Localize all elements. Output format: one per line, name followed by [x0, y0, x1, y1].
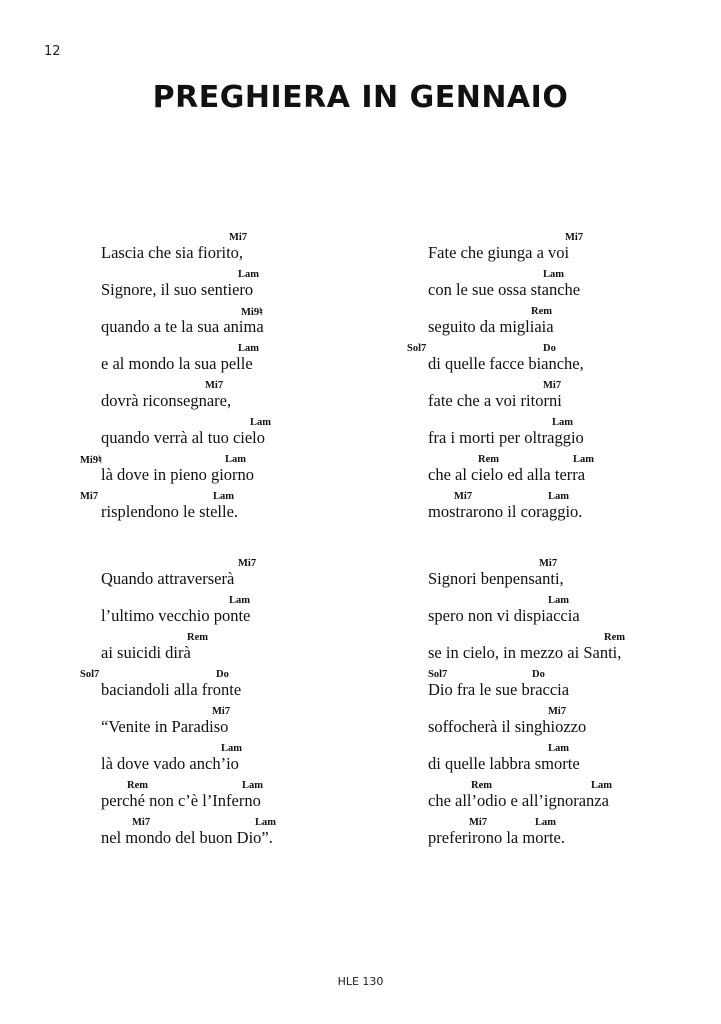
lyric-text: con le sue ossa stanche — [428, 280, 581, 299]
lyric-text: quando a te la sua anima — [101, 317, 264, 336]
chord-symbol: Lam — [573, 454, 594, 465]
chord-symbol: Mi7 — [548, 706, 567, 717]
lyric-text: perché non c’è l’Inferno — [101, 791, 261, 810]
lyric-text: risplendono le stelle. — [101, 502, 239, 521]
lyric-text: Fate che giunga a voi — [428, 243, 570, 262]
chord-symbol: Sol7 — [407, 343, 427, 354]
lyric-text: “Venite in Paradiso — [101, 717, 229, 736]
lyric-text: fra i morti per oltraggio — [428, 428, 584, 447]
lyric-text: e al mondo la sua pelle — [101, 354, 253, 373]
chord-symbol: Rem — [478, 454, 499, 465]
lyric-text: preferirono la morte. — [428, 828, 565, 847]
chord-symbol: Rem — [187, 632, 208, 643]
lyric-text: Signore, il suo sentiero — [101, 280, 254, 299]
chord-symbol: Sol7 — [80, 669, 100, 680]
lyric-text: Lascia che sia fiorito, — [101, 243, 244, 262]
chord-symbol: Lam — [548, 595, 569, 606]
chord-symbol: Lam — [238, 269, 259, 280]
lyric-text: Quando attraverserà — [101, 569, 235, 588]
chord-symbol: Lam — [543, 269, 564, 280]
chord-symbol: Mi7 — [539, 558, 558, 569]
lyric-text: fate che a voi ritorni — [428, 391, 562, 410]
chord-symbol: Mi7 — [565, 232, 584, 243]
lyric-text: se in cielo, in mezzo ai Santi, — [428, 643, 622, 662]
lyric-text: ai suicidi dirà — [101, 643, 191, 662]
lyric-text: soffocherà il singhiozzo — [428, 717, 587, 736]
chord-symbol: Lam — [552, 417, 573, 428]
chord-symbol: Lam — [238, 343, 259, 354]
chord-symbol: Mi7 — [132, 817, 151, 828]
chord-symbol: Lam — [250, 417, 271, 428]
chord-symbol: Lam — [535, 817, 556, 828]
lyric-text: di quelle labbra smorte — [428, 754, 580, 773]
chord-symbol: Rem — [604, 632, 625, 643]
lyric-text: di quelle facce bianche, — [428, 354, 584, 373]
lyric-text: baciandoli alla fronte — [101, 680, 242, 699]
chord-symbol: Lam — [591, 780, 612, 791]
chord-symbol: Do — [216, 669, 229, 680]
chord-symbol: Lam — [221, 743, 242, 754]
chord-symbol: Mi7 — [238, 558, 257, 569]
chord-symbol: Mi7 — [205, 380, 224, 391]
lyric-text: l’ultimo vecchio ponte — [101, 606, 251, 625]
lyric-text: che al cielo ed alla terra — [428, 465, 586, 484]
lyric-text: là dove in pieno giorno — [101, 465, 255, 484]
chord-symbol: Mi9♮ — [241, 307, 263, 318]
lyric-text: quando verrà al tuo cielo — [101, 428, 266, 447]
chord-symbol: Sol7 — [428, 669, 448, 680]
lyric-text: là dove vado anch’io — [101, 754, 239, 773]
chord-symbol: Mi9♮ — [80, 455, 102, 466]
song-title: PREGHIERA IN GENNAIO — [152, 80, 569, 115]
chord-symbol: Lam — [225, 454, 246, 465]
chord-symbol: Mi7 — [469, 817, 488, 828]
chord-symbol: Do — [532, 669, 545, 680]
lyric-text: Dio fra le sue braccia — [428, 680, 570, 699]
footer-code: HLE 130 — [337, 975, 384, 988]
chord-symbol: Mi7 — [454, 491, 473, 502]
chord-symbol: Mi7 — [80, 491, 99, 502]
chord-symbol: Mi7 — [229, 232, 248, 243]
lyric-text: seguito da migliaia — [428, 317, 554, 336]
chord-symbol: Rem — [127, 780, 148, 791]
chord-symbol: Mi7 — [543, 380, 562, 391]
lyric-text: Signori benpensanti, — [428, 569, 564, 588]
chord-symbol: Lam — [255, 817, 276, 828]
chord-symbol: Lam — [548, 743, 569, 754]
chord-symbol: Lam — [213, 491, 234, 502]
chord-symbol: Lam — [548, 491, 569, 502]
lyric-text: mostrarono il coraggio. — [428, 502, 583, 521]
chord-symbol: Mi7 — [212, 706, 231, 717]
chord-symbol: Rem — [471, 780, 492, 791]
lyric-text: nel mondo del buon Dio”. — [101, 828, 273, 847]
lyric-text: spero non vi dispiaccia — [428, 606, 580, 625]
chord-symbol: Lam — [229, 595, 250, 606]
chord-symbol: Lam — [242, 780, 263, 791]
chord-symbol: Do — [543, 343, 556, 354]
lyric-text: dovrà riconsegnare, — [101, 391, 232, 410]
lyric-text: che all’odio e all’ignoranza — [428, 791, 609, 810]
chord-symbol: Rem — [531, 306, 552, 317]
page-number: 12 — [44, 44, 61, 59]
